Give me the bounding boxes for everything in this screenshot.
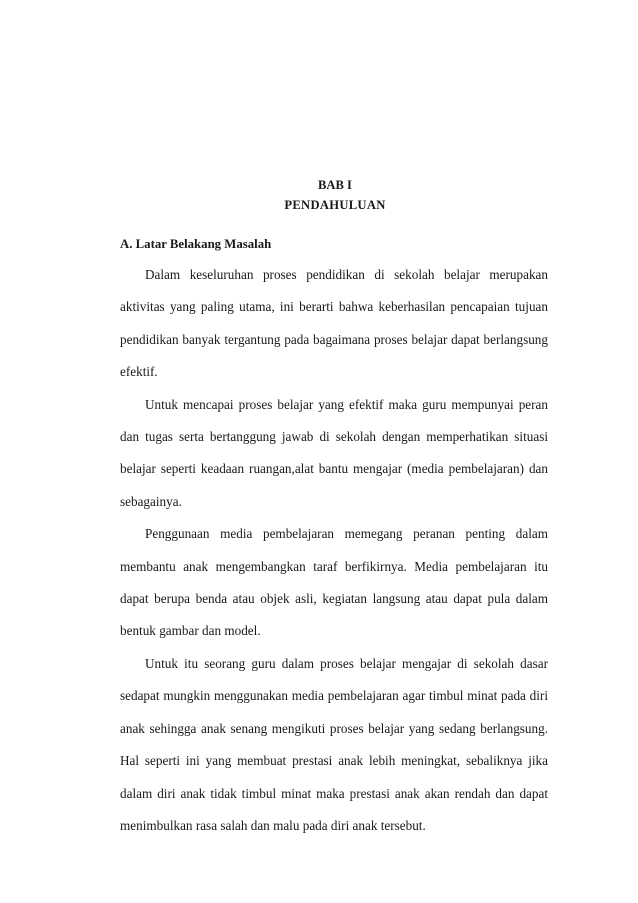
section-heading: A. Latar Belakang Masalah (120, 237, 272, 251)
paragraph-1: Dalam keseluruhan proses pendidikan di sekolah belajar merupakan aktivitas yang paling utama, ini berarti bahwa keberhasilan pencapaian tujuan pendidikan banyak tergantung pada bagaimana proses belajar dapat berlangsung efektif. (120, 267, 548, 380)
body-text (120, 259, 548, 842)
paragraph-2: Untuk mencapai proses belajar yang efektif maka guru mempunyai peran dan tugas serta bertanggung jawab di sekolah dengan memperhatikan situasi belajar seperti keadaan ruangan,alat bantu mengajar (media pembelajaran) dan sebagainya. (120, 396, 548, 509)
chapter-number: BAB I (318, 178, 352, 192)
paragraph-4: Untuk itu seorang guru dalam proses belajar mengajar di sekolah dasar sedapat mungkin menggunakan media pembelajaran agar timbul minat pada diri anak sehingga anak senang mengikuti proses belajar yang sedang berlangsung. Hal seperti ini yang membuat prestasi anak lebih meningkat, sebaliknya jika dalam diri anak tidak timbul minat maka prestasi anak akan rendah dan dapat menimbulkan rasa salah dan malu pada diri anak tersebut. (120, 655, 548, 833)
chapter-title: PENDAHULUAN (284, 198, 386, 212)
paragraph-3: Penggunaan media pembelajaran memegang peranan penting dalam membantu anak mengembangkan taraf berfikirnya. Media pembelajaran itu dapat berupa benda atau objek asli, kegiatan langsung atau dapat pula dalam bentuk gambar dan model. (120, 526, 548, 639)
